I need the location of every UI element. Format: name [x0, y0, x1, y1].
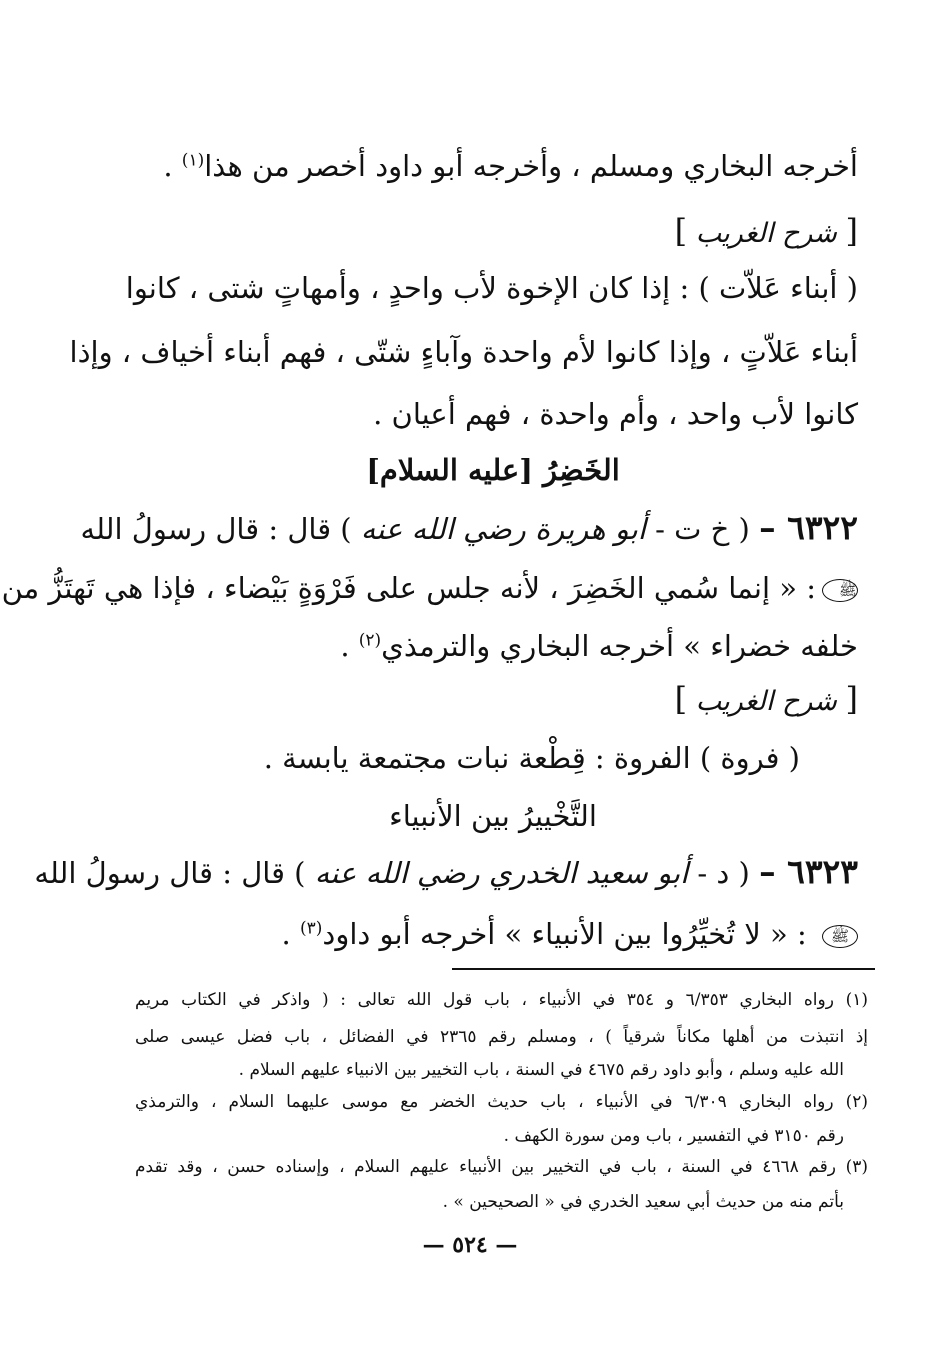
salla-icon: ﷺ: [822, 925, 858, 948]
chapter-title-takhyir: التَّخْييرُ بين الأنبياء: [389, 799, 597, 833]
section-heading-gharib: [ شرح الغريب ]: [674, 212, 858, 250]
footnote-ref-3[interactable]: (٣): [299, 918, 323, 939]
footnote-ref-1[interactable]: (١): [181, 150, 205, 171]
footnote-3-line-1: (٣) رقم ٤٦٦٨ في السنة ، باب في التخيير بين الأنبياء عليهم السلام ، وإسناده حسن ، وقد تقدم: [135, 1157, 868, 1177]
footnote-3-line-2: بأتم منه من حديث أبي سعيد الخدري في « الصحيحين » .: [442, 1192, 844, 1212]
hadith-number: ٦٣٢٣ –: [759, 852, 858, 891]
footnote-separator: [452, 968, 875, 970]
footnote-2-line-1: (٢) رواه البخاري ٦/٣٠٩ في الأنبياء ، باب حديث الخضر مع موسى عليهما السلام ، والترمذي: [135, 1092, 868, 1112]
section-heading-label: شرح الغريب: [695, 686, 837, 717]
text-line-3: أبناء عَلاّتٍ ، وإذا كانوا لأم واحدة وآباءٍ شتّى ، فهم أبناء أخياف ، وإذا: [69, 335, 858, 369]
chapter-title-khidr: الخَضِرُ [عليه السلام]: [366, 453, 620, 487]
footnote-1-line-1: (١) رواه البخاري ٦/٣٥٣ و ٣٥٤ في الأنبياء ، باب قول الله تعالى : ( واذكر في الكتاب مريم: [135, 990, 868, 1010]
narrator: أبو سعيد الخدري رضي الله عنه: [314, 856, 689, 890]
footnote-2-line-2: رقم ٣١٥٠ في التفسير ، باب ومن سورة الكهف .: [503, 1126, 844, 1146]
text-line-2: ( أبناء عَلاّت ) : إذا كان الإخوة لأب واحدٍ ، وأمهاتٍ شتى ، كانوا: [125, 271, 858, 305]
section-heading-gharib-2: [ شرح الغريب ]: [674, 680, 858, 718]
hadith-6323-line-1: ٦٣٢٣ – ( د - أبو سعيد الخدري رضي الله عنه ) قال : قال رسولُ الله: [34, 852, 858, 891]
text-line-4: كانوا لأب واحد ، وأم واحدة ، فهم أعيان .: [373, 397, 858, 431]
text-line-1: أخرجه البخاري ومسلم ، وأخرجه أبو داود أخصر من هذا$^{(١)}$ .: [163, 149, 858, 183]
narrator: أبو هريرة رضي الله عنه: [360, 512, 646, 546]
page-number: — ٥٢٤ —: [422, 1232, 518, 1258]
hadith-number: ٦٣٢٢ –: [759, 508, 858, 547]
footnote-ref-2[interactable]: (٢): [358, 630, 382, 651]
hadith-6323-line-2: ﷺ : « لا تُخيِّرُوا بين الأنبياء » أخرجه أبو داود$^{(٣)}$ .: [128, 914, 858, 954]
footnote-1-line-2: إذ انتبذت من أهلها مكاناً شرقياً ) ، ومسلم رقم ٢٣٦٥ في الفضائل ، باب فضل عيسى صلى: [135, 1027, 868, 1047]
salla-icon: ﷺ: [822, 579, 858, 602]
text-line-5: ( فروة ) الفروة : قِطْعة نبات مجتمعة يابسة .: [263, 741, 800, 775]
hadith-6322-line-1: ٦٣٢٢ – ( خ ت - أبو هريرة رضي الله عنه ) قال : قال رسولُ الله: [80, 508, 858, 547]
hadith-6322-line-3: خلفه خضراء » أخرجه البخاري والترمذي$^{(٢)}$ .: [340, 629, 858, 663]
section-heading-label: شرح الغريب: [695, 218, 837, 249]
hadith-6322-line-2: ﷺ: « إنما سُمي الخَضِرَ ، لأنه جلس على فَرْوَةٍ بَيْضاء ، فإذا هي تَهتَزُّ من: [1, 571, 857, 605]
footnote-1-line-3: الله عليه وسلم ، وأبو داود رقم ٤٦٧٥ في السنة ، باب التخيير بين الانبياء عليهم السلام .: [238, 1060, 844, 1080]
